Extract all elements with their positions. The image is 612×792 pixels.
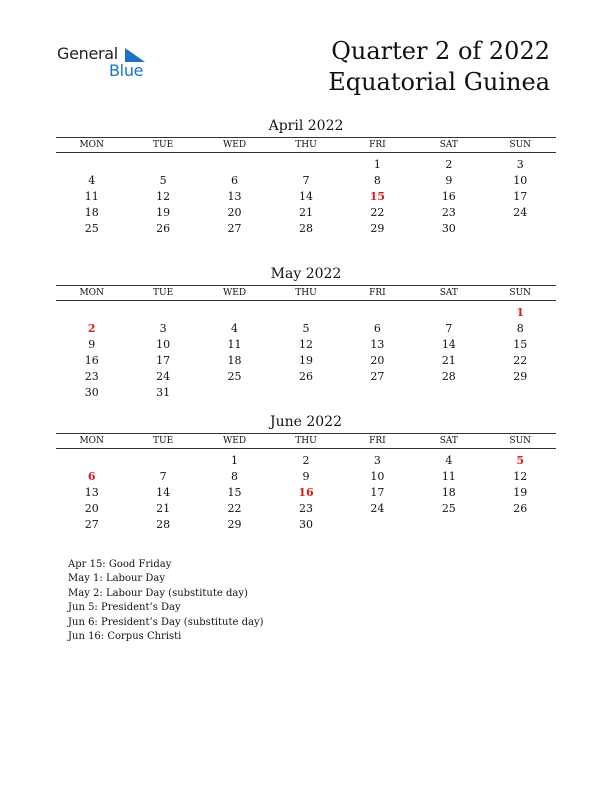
date-cell: 17 (370, 486, 385, 499)
logo-word-general: General (57, 44, 118, 63)
date-cell: 19 (156, 206, 171, 219)
date-cell (199, 305, 270, 321)
generalblue-logo (57, 44, 167, 84)
date-cell (342, 305, 413, 321)
title-country: Equatorial Guinea (328, 68, 550, 96)
date-cell: 4 (445, 454, 453, 467)
date-cell: 5 (302, 322, 310, 335)
date-cell: 6 (231, 174, 239, 187)
weekday-label: THU (295, 436, 317, 446)
date-cell: 11 (84, 190, 99, 203)
week-row (56, 501, 556, 517)
date-cell: 28 (156, 518, 171, 531)
week-row (56, 157, 556, 173)
weekday-label: SAT (439, 288, 458, 298)
date-cell: 20 (227, 206, 242, 219)
holiday-note: Jun 5: President’s Day (68, 602, 181, 614)
date-cell: 21 (298, 206, 313, 219)
date-cell: 28 (298, 222, 313, 235)
week-row (56, 369, 556, 385)
weekday-label: SUN (509, 436, 532, 446)
date-cell (270, 385, 341, 401)
weekday-label: THU (295, 288, 317, 298)
date-cell: 22 (227, 502, 242, 515)
date-cell (127, 157, 198, 173)
date-cell: 21 (441, 354, 456, 367)
week-row (56, 485, 556, 501)
holiday-date-cell: 5 (516, 454, 525, 467)
holiday-note: Jun 6: President’s Day (substitute day) (68, 616, 264, 628)
month-april (56, 117, 556, 237)
month-june (56, 413, 556, 533)
weekday-label: TUE (153, 288, 174, 298)
date-cell: 13 (227, 190, 242, 203)
date-cell (127, 305, 198, 321)
date-cell: 4 (231, 322, 239, 335)
date-cell (342, 517, 413, 533)
date-cell (199, 157, 270, 173)
weekday-label: MON (79, 436, 104, 446)
date-cell (485, 517, 556, 533)
weekday-label: FRI (369, 436, 386, 446)
date-cell: 9 (302, 470, 310, 483)
date-cell (413, 385, 484, 401)
date-cell: 23 (441, 206, 456, 219)
date-cell: 9 (445, 174, 453, 187)
logo-word-blue: Blue (109, 61, 144, 80)
date-cell: 30 (298, 518, 313, 531)
week-row (56, 205, 556, 221)
week-row (56, 173, 556, 189)
date-cell: 3 (373, 454, 381, 467)
date-cell: 20 (370, 354, 385, 367)
holiday-note: May 1: Labour Day (68, 573, 165, 585)
date-cell: 27 (84, 518, 99, 531)
date-cell: 18 (84, 206, 99, 219)
weekday-label: FRI (369, 288, 386, 298)
date-cell: 5 (159, 174, 167, 187)
weekday-label: TUE (153, 436, 174, 446)
date-cell: 11 (227, 338, 242, 351)
date-cell: 17 (513, 190, 528, 203)
date-cell: 19 (513, 486, 528, 499)
date-cell (270, 157, 341, 173)
date-cell: 8 (516, 322, 524, 335)
week-row (56, 469, 556, 485)
date-cell: 18 (441, 486, 456, 499)
date-cell: 7 (445, 322, 453, 335)
month-name: April 2022 (268, 118, 344, 134)
date-cell: 24 (513, 206, 528, 219)
date-cell: 11 (441, 470, 456, 483)
weekday-label: SAT (439, 140, 458, 150)
date-cell: 12 (156, 190, 171, 203)
date-cell: 4 (88, 174, 96, 187)
date-cell: 2 (445, 158, 453, 171)
date-cell: 12 (513, 470, 528, 483)
weekday-label: SAT (439, 436, 458, 446)
date-cell: 24 (156, 370, 171, 383)
date-cell: 27 (227, 222, 242, 235)
date-cell: 14 (298, 190, 313, 203)
month-name: May 2022 (270, 266, 342, 282)
title-quarter: Quarter 2 of 2022 (331, 37, 550, 65)
holiday-note: Apr 15: Good Friday (68, 559, 172, 570)
weekday-label: WED (223, 140, 247, 150)
date-cell (127, 453, 198, 469)
date-cell: 21 (156, 502, 171, 515)
date-cell (485, 385, 556, 401)
week-row (56, 321, 556, 337)
holiday-note: Jun 16: Corpus Christi (68, 631, 182, 643)
week-row (56, 385, 556, 401)
date-cell: 3 (516, 158, 524, 171)
date-cell: 8 (231, 470, 239, 483)
date-cell: 16 (441, 190, 456, 203)
date-cell: 17 (156, 354, 171, 367)
date-cell: 27 (370, 370, 385, 383)
date-cell: 3 (159, 322, 167, 335)
date-cell: 25 (227, 370, 242, 383)
weekday-label: TUE (153, 140, 174, 150)
holiday-date-cell: 2 (87, 322, 96, 335)
date-cell: 1 (231, 454, 239, 467)
date-cell: 14 (441, 338, 456, 351)
week-row (56, 517, 556, 533)
date-cell (56, 453, 127, 469)
date-cell: 30 (441, 222, 456, 235)
date-cell: 10 (513, 174, 528, 187)
date-cell: 23 (84, 370, 99, 383)
month-name: June 2022 (269, 414, 342, 430)
page-title (328, 36, 550, 98)
holiday-date-cell: 1 (516, 306, 525, 319)
date-cell: 25 (84, 222, 99, 235)
date-cell: 10 (370, 470, 385, 483)
date-cell: 30 (84, 386, 99, 399)
date-cell: 12 (298, 338, 313, 351)
date-cell: 25 (441, 502, 456, 515)
date-cell (342, 385, 413, 401)
weekday-label: FRI (369, 140, 386, 150)
weekday-label: SUN (509, 140, 532, 150)
date-cell (270, 305, 341, 321)
date-cell: 20 (84, 502, 99, 515)
holiday-date-cell: 16 (298, 486, 314, 499)
date-cell: 15 (513, 338, 528, 351)
holiday-note: May 2: Labour Day (substitute day) (68, 587, 248, 599)
weekday-label: THU (295, 140, 317, 150)
week-row (56, 189, 556, 205)
date-cell: 28 (441, 370, 456, 383)
weekday-label: MON (79, 288, 104, 298)
date-cell: 24 (370, 502, 385, 515)
week-row (56, 337, 556, 353)
date-cell: 16 (84, 354, 99, 367)
week-row (56, 305, 556, 321)
date-cell: 13 (84, 486, 99, 499)
date-cell: 31 (156, 386, 171, 399)
date-cell: 13 (370, 338, 385, 351)
date-cell: 18 (227, 354, 242, 367)
date-cell (413, 517, 484, 533)
date-cell: 7 (302, 174, 310, 187)
weekday-label: WED (223, 288, 247, 298)
date-cell: 26 (156, 222, 171, 235)
date-cell: 1 (373, 158, 381, 171)
weekday-label: WED (223, 436, 247, 446)
month-may (56, 265, 556, 401)
date-cell: 29 (370, 222, 385, 235)
holiday-date-cell: 15 (369, 190, 386, 203)
date-cell: 22 (370, 206, 385, 219)
date-cell (413, 305, 484, 321)
date-cell: 7 (159, 470, 167, 483)
weekday-header (56, 285, 556, 301)
date-cell: 6 (373, 322, 381, 335)
date-cell (485, 221, 556, 237)
date-cell: 19 (298, 354, 313, 367)
date-cell (56, 157, 127, 173)
date-cell: 15 (227, 486, 242, 499)
date-cell: 8 (373, 174, 381, 187)
weekday-header (56, 137, 556, 153)
date-cell: 2 (302, 454, 310, 467)
date-cell: 22 (513, 354, 528, 367)
week-row (56, 353, 556, 369)
date-cell: 29 (513, 370, 528, 383)
date-cell (56, 305, 127, 321)
week-row (56, 453, 556, 469)
date-cell: 14 (156, 486, 171, 499)
holiday-notes (68, 558, 264, 644)
date-cell: 9 (88, 338, 96, 351)
week-row (56, 221, 556, 237)
date-cell: 29 (227, 518, 242, 531)
weekday-label: SUN (509, 288, 532, 298)
date-cell: 23 (298, 502, 313, 515)
weekday-label: MON (79, 140, 104, 150)
date-cell: 26 (298, 370, 313, 383)
weekday-header (56, 433, 556, 449)
date-cell: 10 (156, 338, 171, 351)
date-cell (199, 385, 270, 401)
holiday-date-cell: 6 (87, 470, 96, 483)
date-cell: 26 (513, 502, 528, 515)
